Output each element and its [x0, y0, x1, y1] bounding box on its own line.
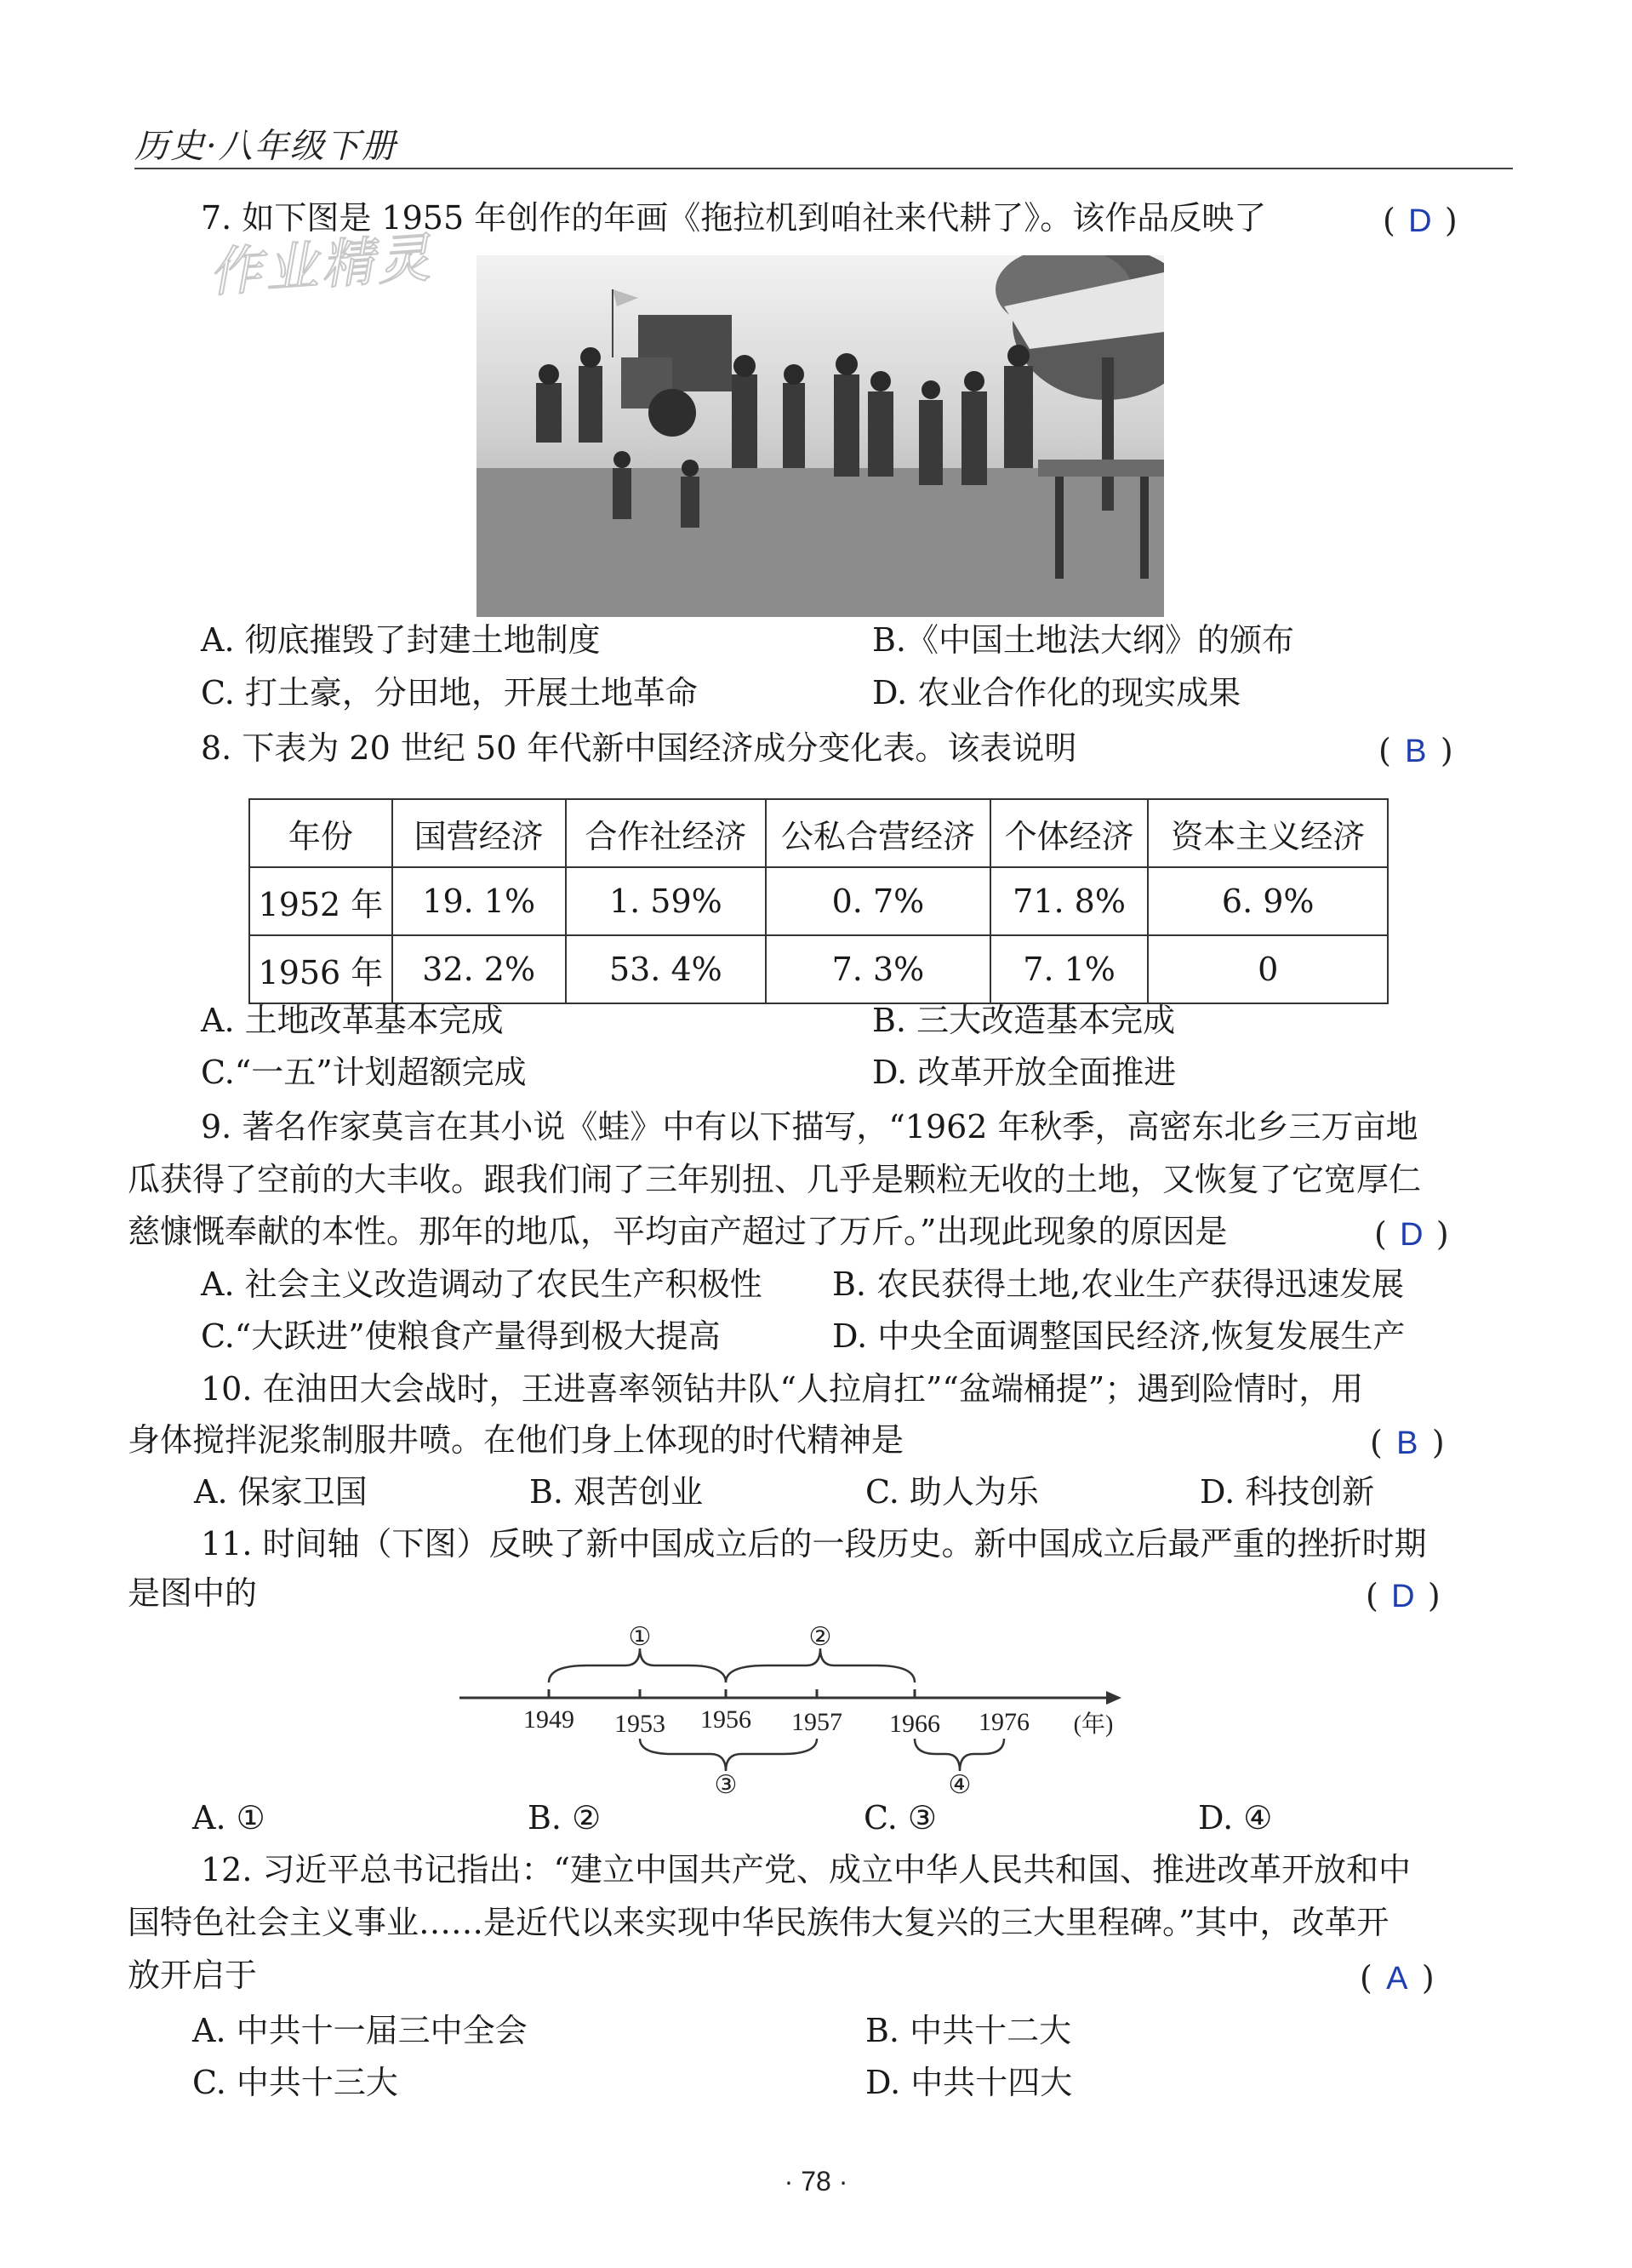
q12-stem-line3: 放开启于	[128, 1957, 258, 1994]
q12-option-c: C. 中共十三大	[192, 2064, 398, 2101]
page-number: · 78 ·	[784, 2166, 848, 2197]
bracket-3	[640, 1739, 817, 1771]
table-cell: 7. 3%	[766, 935, 990, 1003]
q10-option-a: A. 保家卫国	[194, 1473, 368, 1511]
timeline-year-label: 1976	[979, 1708, 1030, 1736]
table-header-cell: 资本主义经济	[1148, 799, 1388, 867]
q9-stem-line1: 9. 著名作家莫言在其小说《蛙》中有以下描写，“1962 年秋季，高密东北乡三万亩地	[201, 1108, 1418, 1145]
table-cell: 1. 59%	[566, 867, 767, 935]
q9-answer: ( D )	[1374, 1215, 1449, 1253]
bracket-label-2: ②	[808, 1622, 832, 1652]
q9-option-b: B. 农民获得土地,农业生产获得迅速发展	[832, 1265, 1405, 1303]
watermark-logo: 作业精灵	[207, 226, 436, 305]
q8-option-c: C.“一五”计划超额完成	[201, 1054, 527, 1091]
q9-answer-letter: D	[1400, 1217, 1424, 1253]
q9-stem-line2: 瓜获得了空前的大丰收。跟我们闹了三年别扭、几乎是颗粒无收的土地，又恢复了它宽厚仁	[128, 1161, 1422, 1198]
timeline-unit-label: (年)	[1073, 1711, 1114, 1738]
table-header-cell: 合作社经济	[566, 799, 767, 867]
new-year-painting-image	[476, 255, 1164, 617]
q10-answer-letter: B	[1396, 1425, 1418, 1461]
economy-composition-table	[248, 798, 1389, 1004]
q7-option-b: B.《中国土地法大纲》的颁布	[872, 621, 1295, 659]
page-header-title: 历史·八年级下册	[134, 127, 397, 166]
bracket-2	[726, 1648, 915, 1682]
q11-stem-line1: 11. 时间轴（下图）反映了新中国成立后的一段历史。新中国成立后最严重的挫折时期	[201, 1525, 1427, 1562]
q8-option-d: D. 改革开放全面推进	[872, 1054, 1177, 1091]
table-cell: 0. 7%	[766, 867, 990, 935]
q12-option-a: A. 中共十一届三中全会	[192, 2012, 528, 2049]
timeline-year-label: 1966	[889, 1710, 940, 1738]
q9-option-a: A. 社会主义改造调动了农民生产积极性	[201, 1265, 762, 1303]
bracket-1	[549, 1648, 726, 1682]
q10-stem-line2: 身体搅拌泥浆制服井喷。在他们身上体现的时代精神是	[128, 1421, 904, 1459]
table-cell: 71. 8%	[990, 867, 1149, 935]
q10-option-c: C. 助人为乐	[865, 1473, 1039, 1511]
q8-option-a: A. 土地改革基本完成	[201, 1002, 504, 1039]
q8-answer: ( B )	[1378, 732, 1453, 769]
timeline-year-label: 1956	[700, 1705, 751, 1734]
table-cell: 7. 1%	[990, 935, 1149, 1003]
q12-stem-line2: 国特色社会主义事业……是近代以来实现中华民族伟大复兴的三大里程碑。”其中，改革开	[128, 1904, 1389, 1941]
q12-answer-letter: A	[1386, 1961, 1408, 1997]
table-row	[249, 935, 1388, 1003]
table-cell: 19. 1%	[392, 867, 566, 935]
q10-answer: ( B )	[1370, 1424, 1445, 1461]
q12-stem-line1: 12. 习近平总书记指出：“建立中国共产党、成立中华人民共和国、推进改革开放和中	[201, 1851, 1411, 1888]
q11-answer-letter: D	[1391, 1579, 1415, 1614]
q11-answer: ( D )	[1366, 1577, 1441, 1614]
q12-option-b: B. 中共十二大	[865, 2012, 1072, 2049]
q10-option-b: B. 艰苦创业	[529, 1473, 704, 1511]
q11-option-c: C. ③	[864, 1799, 937, 1837]
header-divider	[134, 168, 1513, 169]
table-header-cell: 年份	[249, 799, 392, 867]
timeline-year-label: 1953	[614, 1710, 665, 1738]
q11-option-d: D. ④	[1198, 1799, 1273, 1837]
table-header-cell: 个体经济	[990, 799, 1149, 867]
painting-illustration	[476, 255, 1164, 617]
bracket-4	[915, 1739, 1004, 1771]
q9-option-d: D. 中央全面调整国民经济,恢复发展生产	[832, 1317, 1406, 1355]
timeline-arrow-icon	[1106, 1691, 1121, 1705]
q7-stem: 7. 如下图是 1955 年创作的年画《拖拉机到咱社来代耕了》。该作品反映了	[201, 199, 1267, 237]
q9-stem-line3: 慈慷慨奉献的本性。那年的地瓜，平均亩产超过了万斤。”出现此现象的原因是	[128, 1213, 1228, 1250]
q12-option-d: D. 中共十四大	[865, 2064, 1073, 2101]
table-cell: 32. 2%	[392, 935, 566, 1003]
table-cell: 0	[1148, 935, 1388, 1003]
q10-option-d: D. 科技创新	[1200, 1473, 1375, 1511]
bracket-label-4: ④	[948, 1770, 972, 1800]
table-cell: 1952 年	[249, 867, 392, 935]
q7-answer: ( D )	[1383, 202, 1458, 239]
bracket-label-3: ③	[714, 1770, 738, 1800]
q12-answer: ( A )	[1360, 1959, 1435, 1997]
table-cell: 6. 9%	[1148, 867, 1388, 935]
q9-option-c: C.“大跃进”使粮食产量得到极大提高	[201, 1317, 721, 1355]
table-cell: 1956 年	[249, 935, 392, 1003]
bracket-label-1: ①	[628, 1622, 652, 1652]
q11-option-a: A. ①	[192, 1799, 265, 1837]
q7-option-d: D. 农业合作化的现实成果	[872, 674, 1241, 711]
q7-option-a: A. 彻底摧毁了封建土地制度	[201, 621, 601, 659]
q11-option-b: B. ②	[528, 1799, 602, 1837]
table-header-cell: 公私合营经济	[766, 799, 990, 867]
q8-answer-letter: B	[1405, 734, 1427, 769]
table-header-cell: 国营经济	[392, 799, 566, 867]
timeline-year-label: 1949	[523, 1705, 574, 1734]
table-row	[249, 867, 1388, 935]
table-header-row	[249, 799, 1388, 867]
q10-stem-line1: 10. 在油田大会战时，王进喜率领钻井队“人拉肩扛”“盆端桶提”；遇到险情时，用	[201, 1370, 1364, 1408]
timeline-year-label: 1957	[791, 1708, 842, 1736]
q8-option-b: B. 三大改造基本完成	[872, 1002, 1176, 1039]
timeline-diagram	[451, 1613, 1149, 1800]
q8-stem: 8. 下表为 20 世纪 50 年代新中国经济成分变化表。该表说明	[201, 729, 1077, 767]
q7-option-c: C. 打土豪，分田地，开展土地革命	[201, 674, 698, 711]
q11-stem-line2: 是图中的	[128, 1574, 258, 1612]
q7-answer-letter: D	[1408, 203, 1432, 239]
table-cell: 53. 4%	[566, 935, 767, 1003]
